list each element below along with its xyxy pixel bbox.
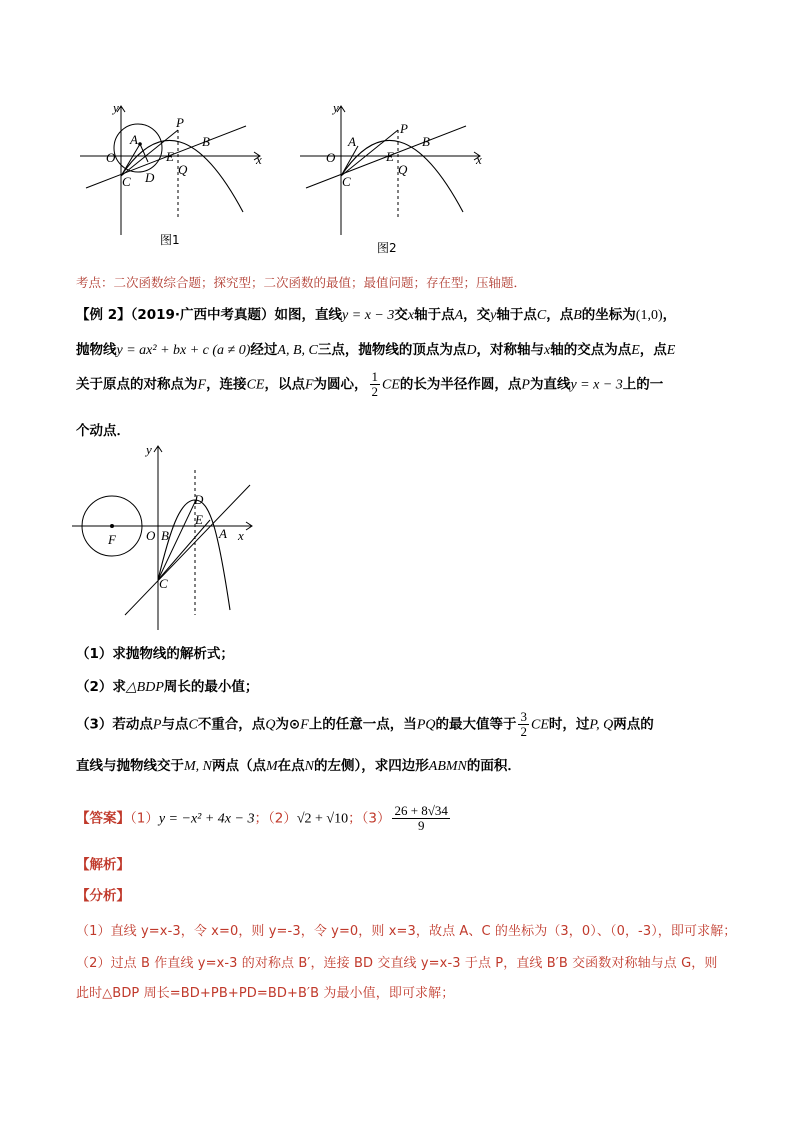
figure-3 xyxy=(70,440,270,640)
svg-text:C: C xyxy=(342,174,351,189)
answer-line: 【答案】（1）y = −x² + 4x − 3；（2）√2 + √10；（3） $\frac{26 + 8√34}{9}$ xyxy=(76,803,448,833)
svg-text:B: B xyxy=(161,528,169,543)
svg-text:F: F xyxy=(108,532,116,547)
line-ac xyxy=(125,485,250,615)
question-2: （2）求△BDP周长的最小值； xyxy=(76,679,259,695)
answer-label: 【答案】 xyxy=(76,810,130,827)
svg-text:A: A xyxy=(219,526,227,541)
example-tag: 【例 2】 xyxy=(76,307,131,323)
fraction-half: $\frac{1}{2}$ xyxy=(371,369,379,399)
analysis-line-3: 此时△BDP 周长=BD+PB+PD=BD+B′B 为最小值，即可求解； xyxy=(76,986,455,1001)
svg-text:B: B xyxy=(202,134,210,149)
svg-text:E: E xyxy=(386,149,394,164)
example-source: （2019·广西中考真题） xyxy=(130,307,275,323)
svg-text:y: y xyxy=(333,100,339,115)
svg-text:x: x xyxy=(238,528,244,543)
question-4: 直线与抛物线交于M, N两点（点M在点N的左侧），求四边形ABMN的面积． xyxy=(76,758,521,774)
analysis-line-1: （1）直线 y=x-3，令 x=0，则 y=-3，令 y=0，则 x=3，故点 A、C 的坐标为（3，0）、（0，-3），即可求解； xyxy=(76,924,737,939)
svg-text:y: y xyxy=(113,100,119,115)
svg-text:O: O xyxy=(146,528,156,543)
svg-text:Q: Q xyxy=(398,162,408,177)
svg-text:D: D xyxy=(194,492,204,507)
svg-text:C: C xyxy=(159,576,168,591)
svg-text:E: E xyxy=(195,512,203,527)
svg-text:B: B xyxy=(422,134,430,149)
analysis-line-2: （2）过点 B 作直线 y=x-3 的对称点 B′，连接 BD 交直线 y=x-3 于点 P，直线 B′B 交函数对称轴与点 G，则 xyxy=(76,956,718,971)
question-3: （3）若动点P与点C不重合，点Q为⊙F上的任意一点，当PQ的最大值等于 $\frac{3}{2}$ CE时，过P, Q两点的 xyxy=(76,709,654,739)
kaodian: 考点：二次函数综合题；探究型；二次函数的最值；最值问题；存在型；压轴题． xyxy=(76,275,527,290)
answer-3-fraction: $\frac{26 + 8√34}{9}$ xyxy=(394,803,448,833)
svg-text:O: O xyxy=(326,150,336,165)
svg-text:E: E xyxy=(166,149,174,164)
svg-text:y: y xyxy=(146,442,152,457)
jiexi-tag: 【解析】 xyxy=(76,857,130,873)
figure-1-caption: 图1 xyxy=(160,233,180,247)
svg-text:A: A xyxy=(130,132,138,147)
figure-2-caption: 图2 xyxy=(377,241,397,255)
svg-text:x: x xyxy=(476,152,482,167)
svg-text:D: D xyxy=(145,170,155,185)
fraction-three-halves: $\frac{3}{2}$ xyxy=(520,709,527,739)
svg-text:O: O xyxy=(106,150,116,165)
svg-text:P: P xyxy=(400,121,408,136)
svg-text:P: P xyxy=(176,115,184,130)
fenxi-tag: 【分析】 xyxy=(76,888,130,904)
example-line-1: 【例 2】（2019·广西中考真题）如图，直线y = x − 3交x轴于点A，交y轴于点C，点B的坐标为(1,0)， xyxy=(76,307,677,323)
question-1: （1）求抛物线的解析式； xyxy=(76,646,234,662)
svg-text:x: x xyxy=(256,152,262,167)
svg-text:Q: Q xyxy=(178,162,188,177)
svg-text:A: A xyxy=(348,134,356,149)
example-line-2: 抛物线y = ax² + bx + c (a ≠ 0)经过A, B, C三点，抛物线的顶点为点D，对称轴与x轴的交点为点E，点E xyxy=(76,342,676,358)
example-line-4: 个动点． xyxy=(76,423,130,439)
figure-2 xyxy=(298,100,488,260)
svg-text:C: C xyxy=(122,174,131,189)
example-line-3: 关于原点的对称点为F，连接CE，以点F为圆心， $\frac{1}{2}$ CE的长为半径作圆，点P为直线y = x − 3上的一 xyxy=(76,369,664,399)
